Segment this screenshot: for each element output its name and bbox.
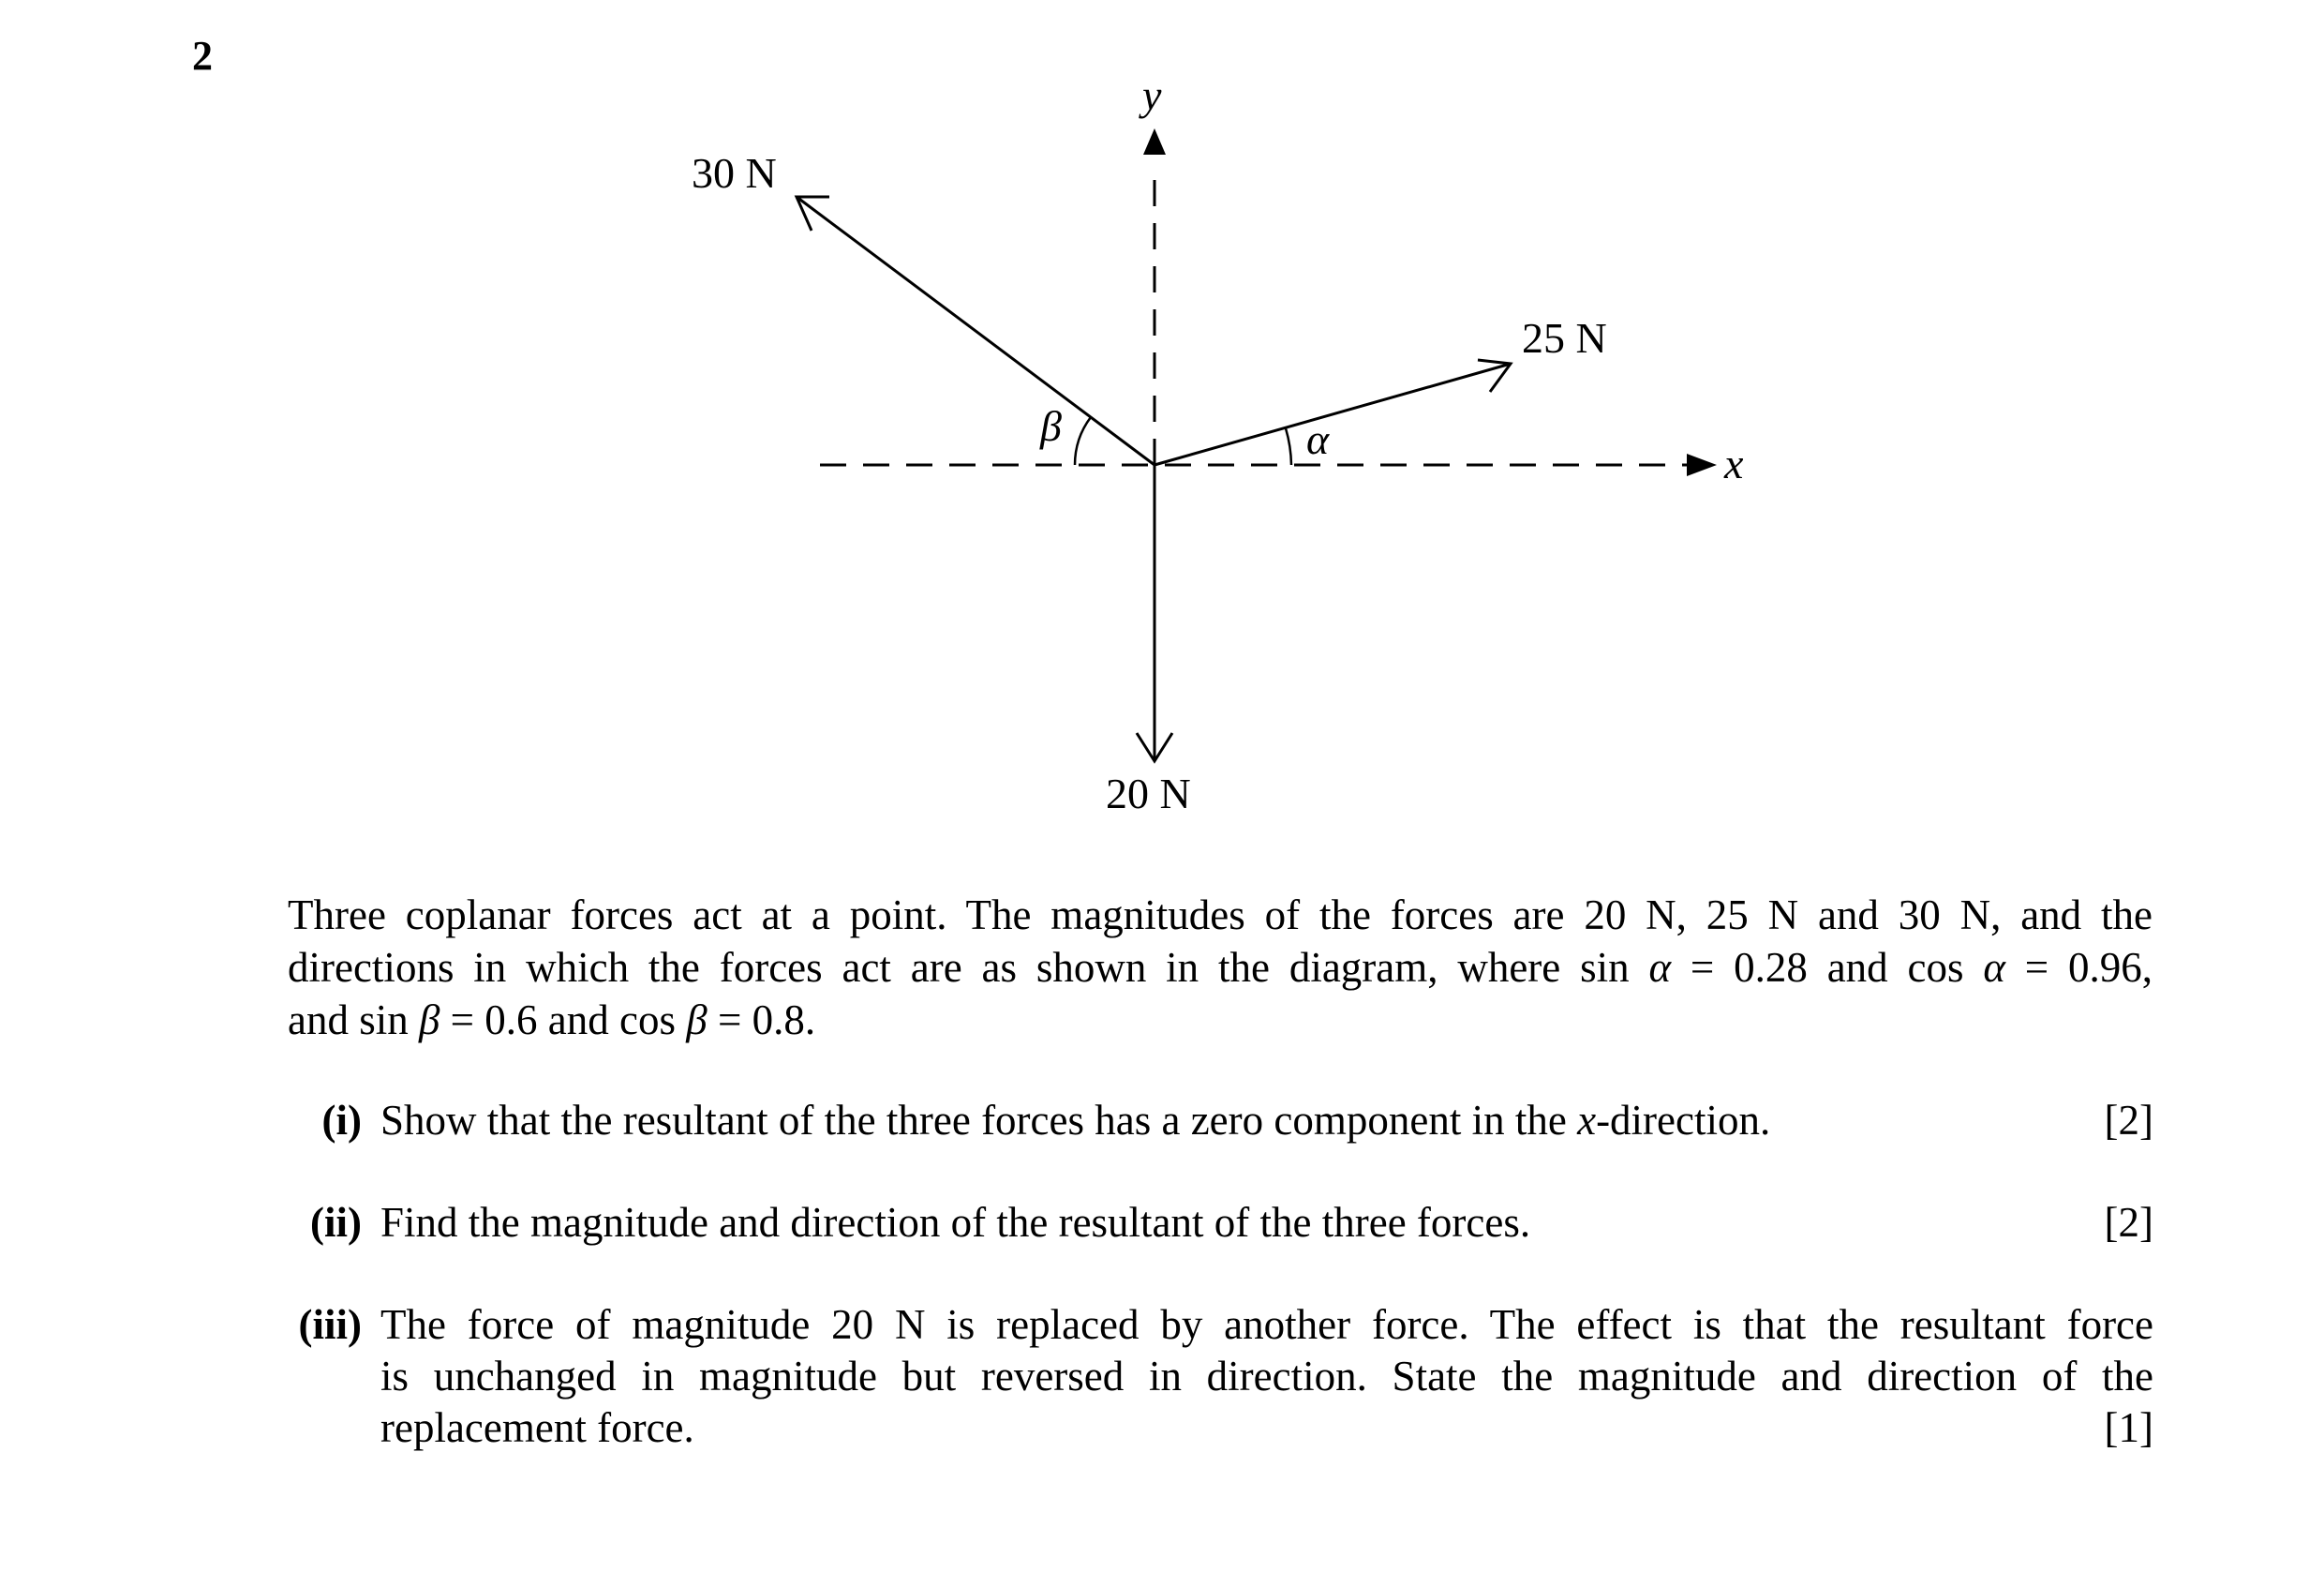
force-30-label: 30 N: [692, 149, 777, 197]
part-ii-text: Find the magnitude and direction of the resultant of the three forces.: [380, 1199, 1531, 1246]
force-20-label: 20 N: [1106, 770, 1191, 817]
angle-beta-arc: [1075, 417, 1091, 465]
y-axis-label: y: [1142, 71, 1162, 119]
question-number: 2: [192, 33, 213, 79]
part-i-text: Show that the resultant of the three forces has a zero component in the x-direction.: [380, 1097, 1771, 1144]
force-30-line: [797, 197, 1155, 465]
part-iii-label: (iii): [298, 1301, 362, 1348]
intro-line-2: directions in which the forces act are as shown in the diagram, where sin α = 0.28 and cos α = 0.96,: [288, 944, 2153, 991]
intro-line-3: and sin β = 0.6 and cos β = 0.8.: [288, 996, 816, 1043]
part-ii-marks: [2]: [2104, 1199, 2153, 1246]
part-iii-marks: [1]: [2104, 1404, 2153, 1451]
part-iii-line-3: replacement force.: [380, 1404, 694, 1451]
intro-line-1: Three coplanar forces act at a point. The magnitudes of the forces are 20 N, 25 N and 30 N, and the: [288, 891, 2153, 938]
y-axis-arrowhead: [1143, 128, 1166, 155]
angle-alpha-arc: [1286, 428, 1291, 465]
part-i-marks: [2]: [2104, 1097, 2153, 1144]
angle-beta-label: β: [1040, 402, 1062, 450]
x-axis-label: x: [1724, 440, 1744, 487]
question-intro: [288, 889, 2153, 1046]
part-iii-text: [380, 1299, 2153, 1454]
part-i-label: (i): [321, 1097, 362, 1144]
x-axis-arrowhead: [1687, 454, 1717, 476]
part-ii-label: (ii): [310, 1199, 362, 1246]
force-25-label: 25 N: [1522, 314, 1607, 362]
force-25-line: [1155, 364, 1511, 465]
part-iii-line-1: The force of magnitude 20 N is replaced by another force. The effect is that the resultant force: [380, 1301, 2153, 1348]
angle-alpha-label: α: [1306, 415, 1330, 463]
part-iii-line-2: is unchanged in magnitude but reversed in direction. State the magnitude and direction of the: [380, 1353, 2153, 1400]
